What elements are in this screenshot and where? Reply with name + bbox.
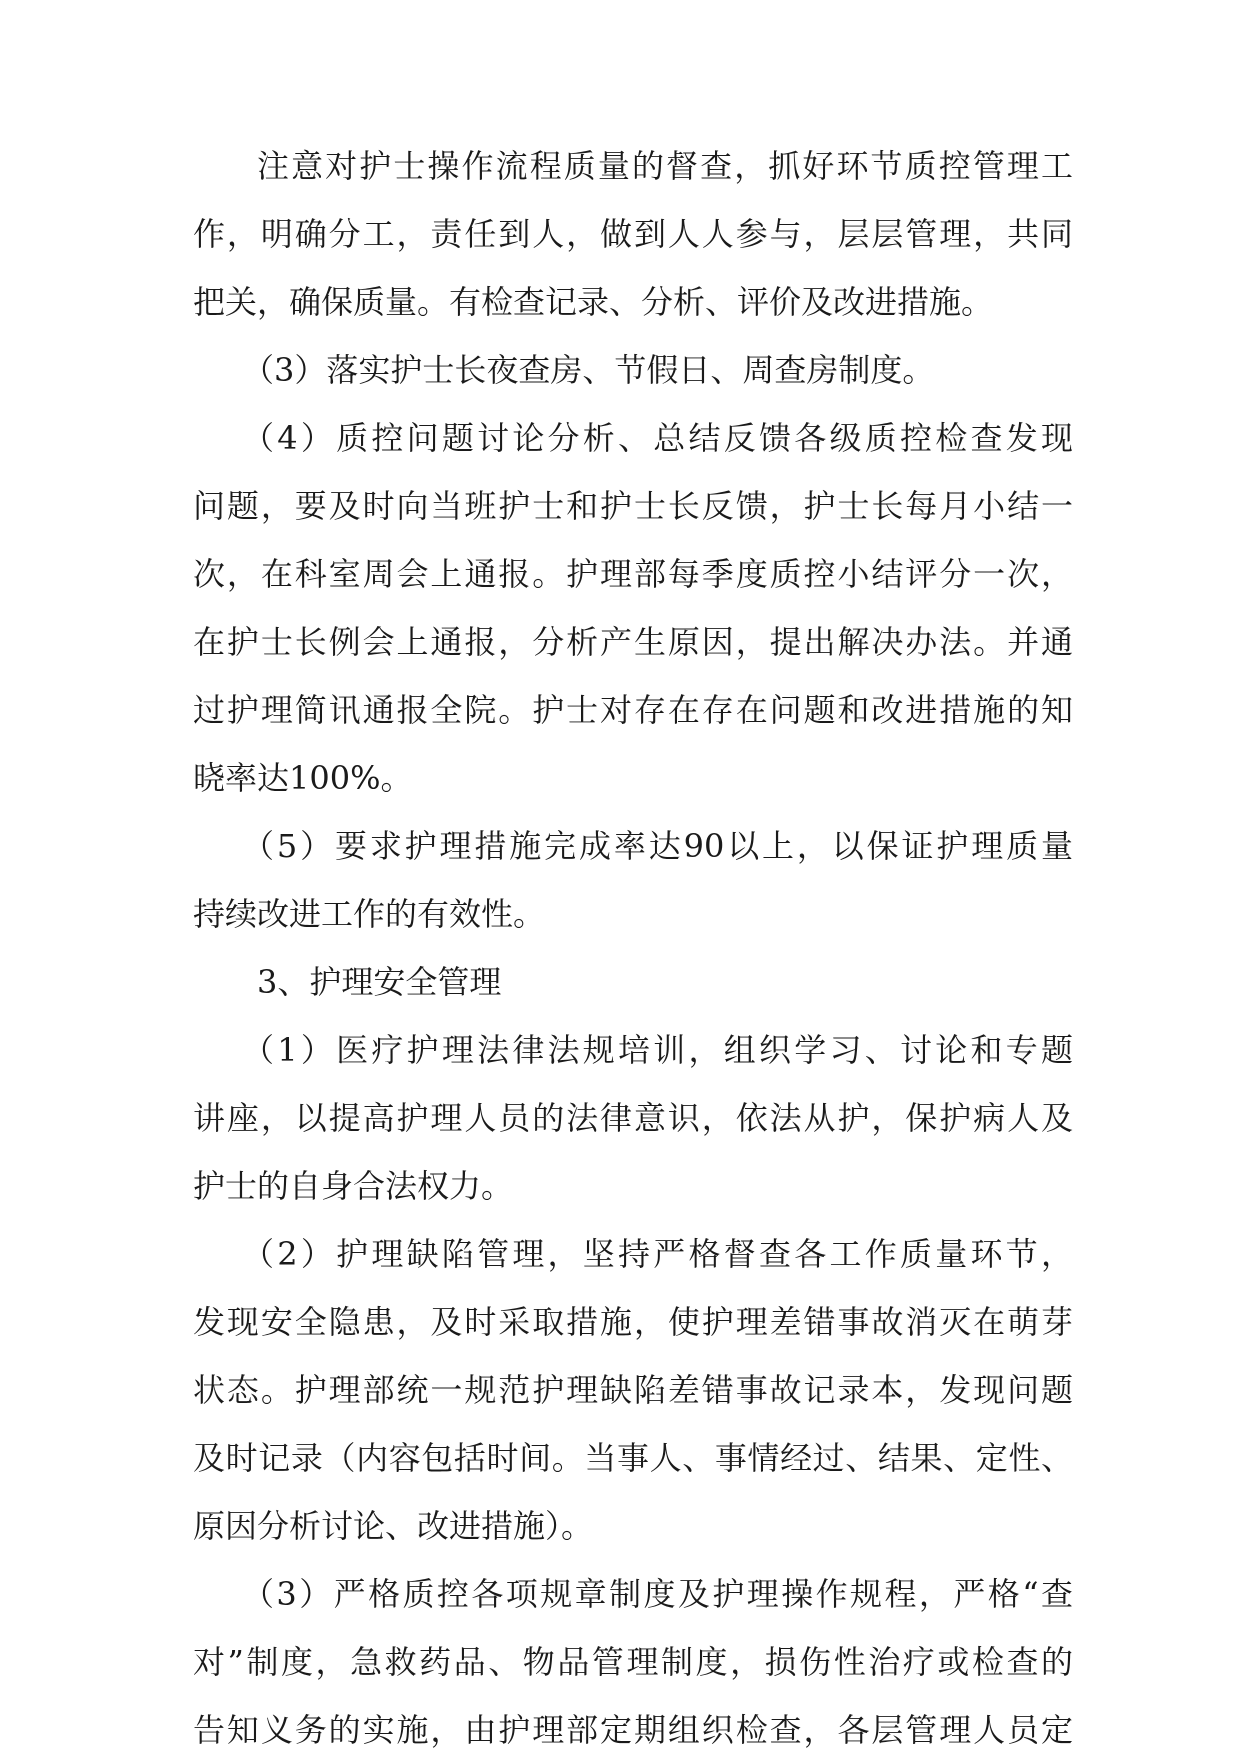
paragraph-line: （3）严格质控各项规章制度及护理操作规程，严格“查 [242,1575,1073,1613]
paragraph-line: 晓率达100%。 [193,759,413,797]
paragraph-line: 对”制度，急救药品、物品管理制度，损伤性治疗或检查的 [193,1643,1073,1681]
paragraph-line: 持续改进工作的有效性。 [193,895,546,933]
paragraph-line: 护士的自身合法权力。 [193,1167,514,1205]
paragraph-line: （5）要求护理措施完成率达90以上，以保证护理质量 [242,827,1073,865]
paragraph-line: （3）落实护士长夜查房、节假日、周查房制度。 [242,351,935,389]
paragraph-line: 发现安全隐患，及时采取措施，使护理差错事故消灭在萌芽 [193,1303,1073,1341]
paragraph-line: 问题，要及时向当班护士和护士长反馈，护士长每月小结一 [193,487,1073,525]
paragraph-line: 注意对护士操作流程质量的督查，抓好环节质控管理工 [257,147,1073,185]
paragraph-line: 讲座，以提高护理人员的法律意识，依法从护，保护病人及 [193,1099,1073,1137]
paragraph-line: （1）医疗护理法律法规培训，组织学习、讨论和专题 [242,1031,1073,1069]
paragraph-line: 及时记录（内容包括时间。当事人、事情经过、结果、定性、 [193,1439,1073,1477]
paragraph-line: （2）护理缺陷管理，坚持严格督查各工作质量环节， [242,1235,1073,1273]
paragraph-line: 过护理简讯通报全院。护士对存在存在问题和改进措施的知 [193,691,1073,729]
paragraph-line: 原因分析讨论、改进措施）。 [193,1507,594,1545]
paragraph-line: 状态。护理部统一规范护理缺陷差错事故记录本，发现问题 [193,1371,1073,1409]
paragraph-line: 次，在科室周会上通报。护理部每季度质控小结评分一次， [193,555,1073,593]
paragraph-line: 作，明确分工，责任到人，做到人人参与，层层管理，共同 [193,215,1073,253]
section-heading: 3、护理安全管理 [257,963,502,1001]
paragraph-line: 告知义务的实施，由护理部定期组织检查，各层管理人员定 [193,1711,1073,1749]
paragraph-line: 在护士长例会上通报，分析产生原因，提出解决办法。并通 [193,623,1073,661]
paragraph-line: （4）质控问题讨论分析、总结反馈各级质控检查发现 [242,419,1073,457]
paragraph-line: 把关，确保质量。有检查记录、分析、评价及改进措施。 [193,283,994,321]
